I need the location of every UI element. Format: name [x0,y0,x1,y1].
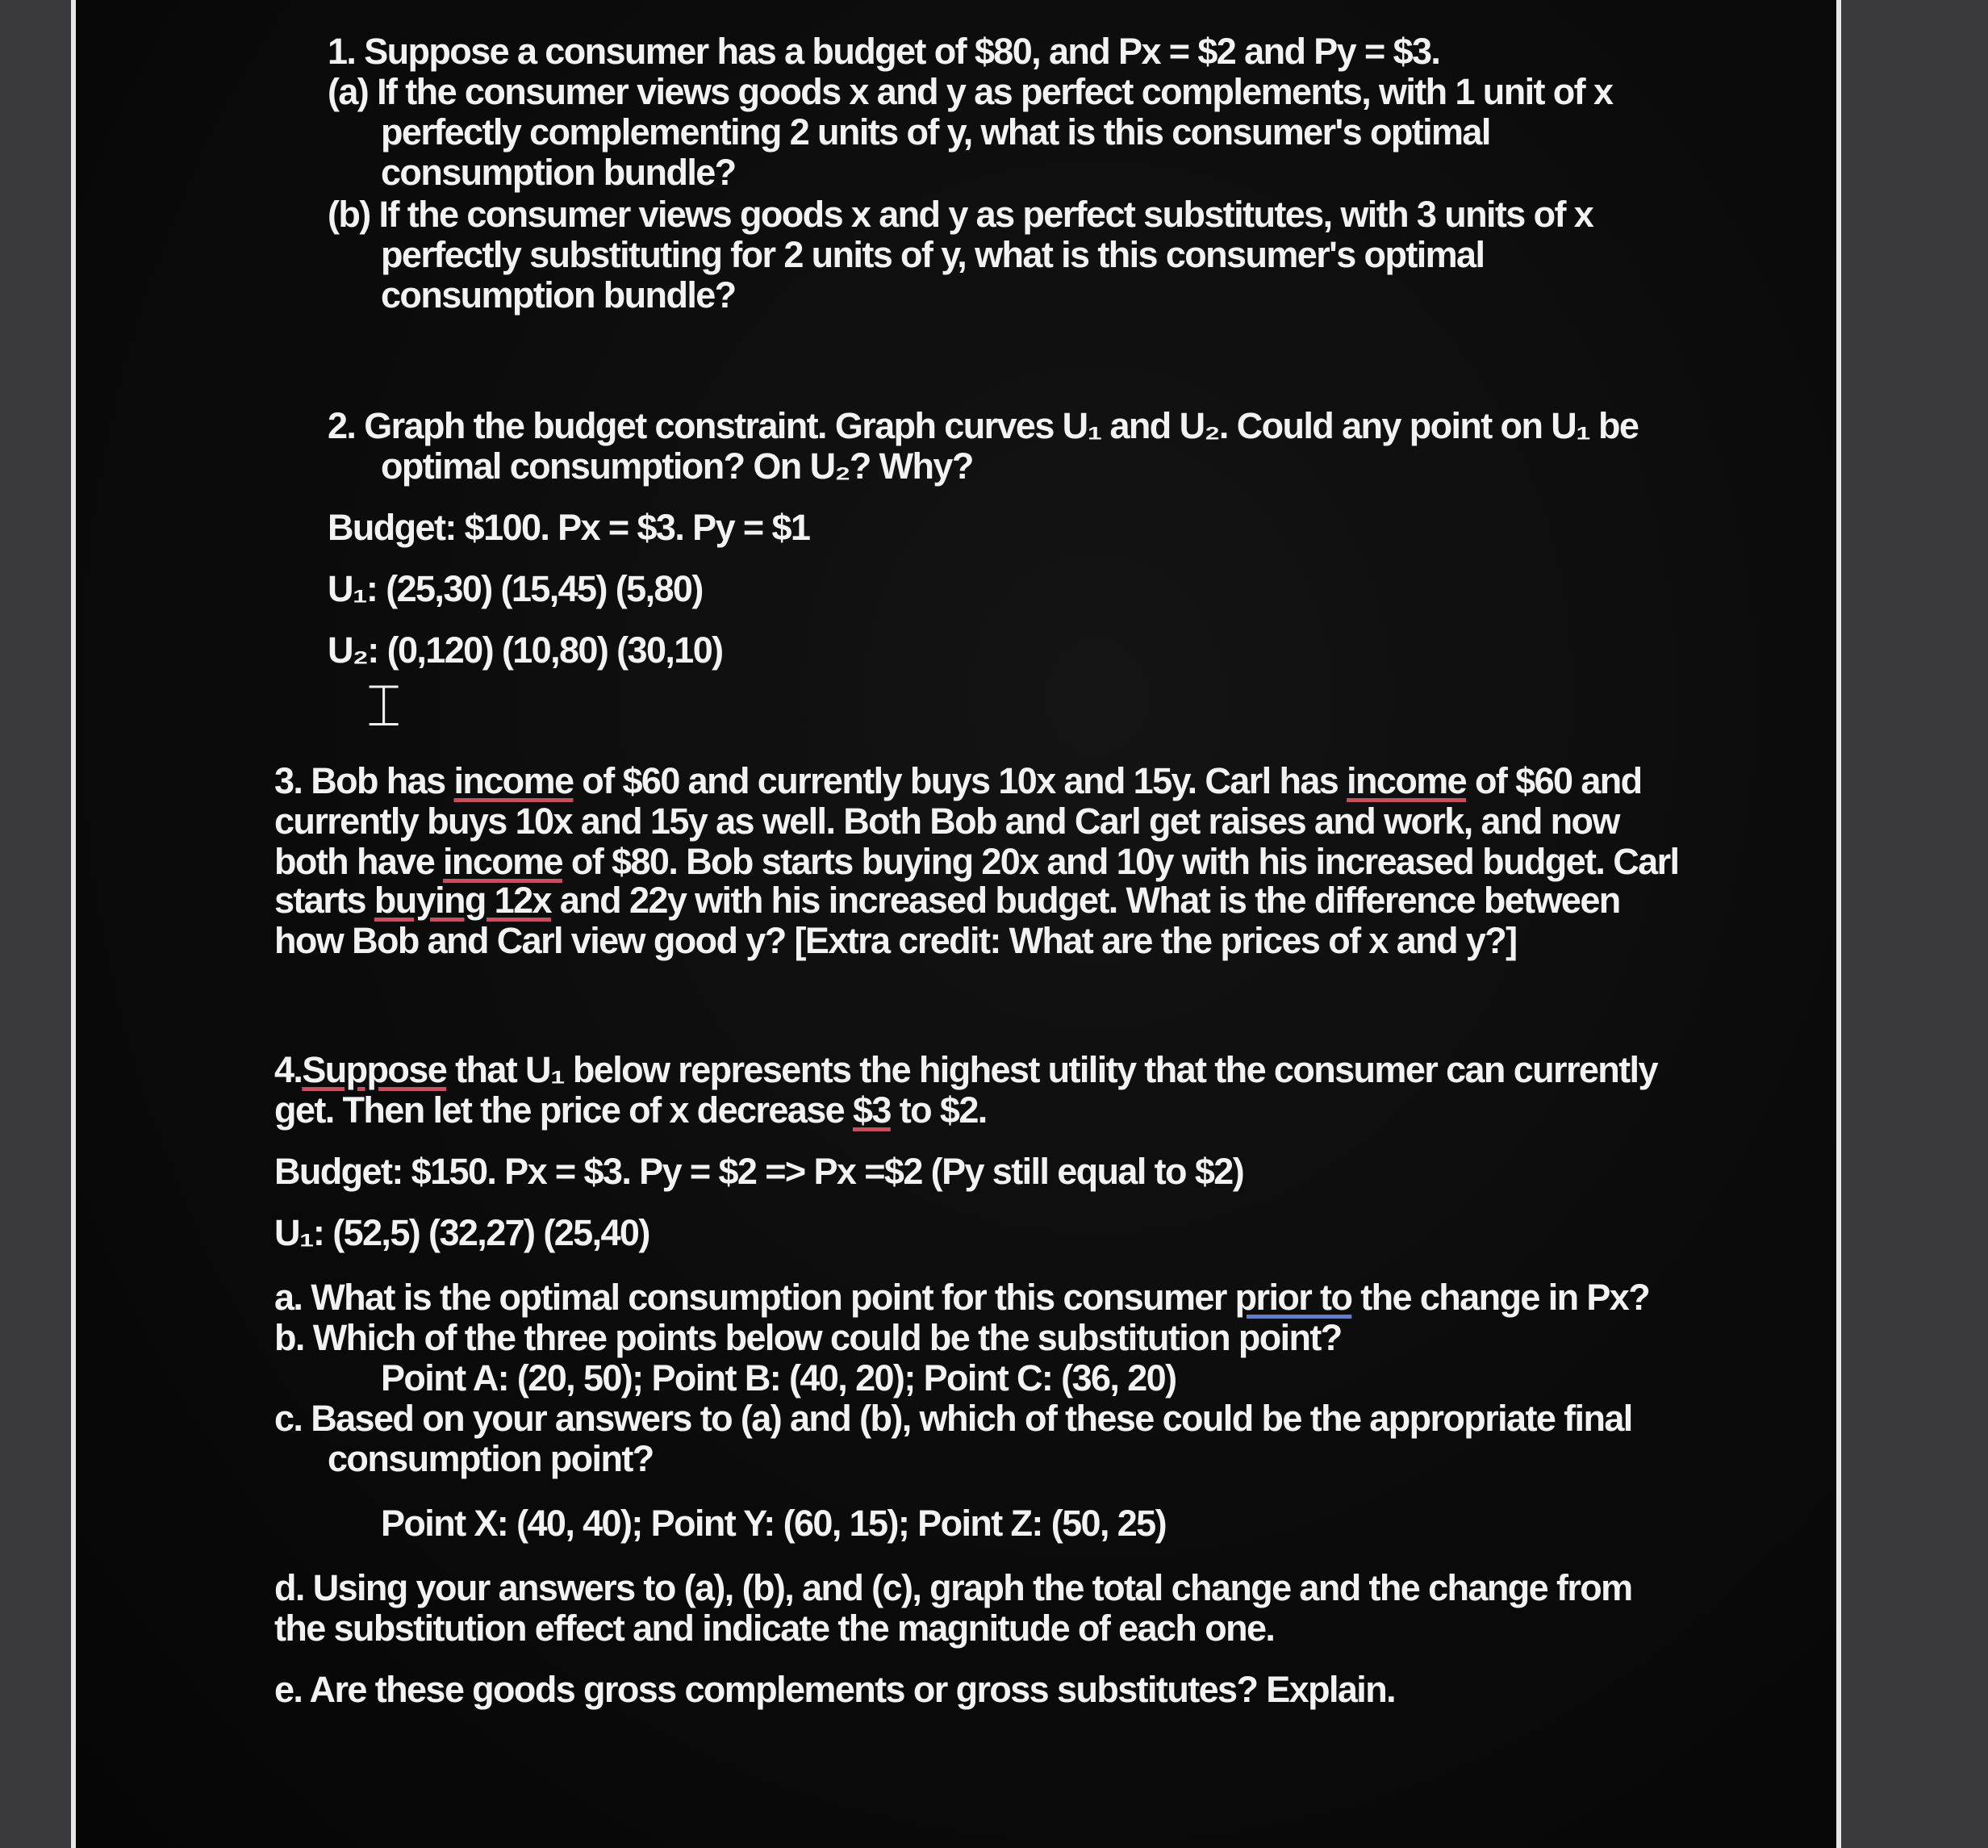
text-cursor-icon: ⌶ [366,674,400,738]
q3-line4 [274,880,1620,921]
q3-line4-text: and 22y with his increased budget. What is the difference between [550,880,1620,921]
q3-line3-text: both have [274,841,444,882]
q4-line2 [274,1089,987,1131]
q3-buying-underlined: buying 12x [374,880,551,921]
q3-line5: how Bob and Carl view good y? [Extra credit: What are the prices of x and y?] [274,920,1517,961]
q4-b: b. Which of the three points below could be the substitution point? [274,1317,1342,1358]
q4-u1: U₁: (52,5) (32,27) (25,40) [274,1212,649,1253]
q1-a-line3: consumption bundle? [381,152,736,193]
q3-line3-text: of $80. Bob starts buying 20x and 10y with his increased budget. Carl [562,841,1679,882]
q4-line1 [274,1049,1657,1090]
q3-line3 [274,841,1678,882]
q4-c-line2: consumption point? [328,1438,654,1479]
q4-e: e. Are these goods gross complements or gross substitutes? Explain. [274,1669,1395,1710]
q1-b-line2: perfectly substituting for 2 units of y, what is this consumer's optimal [381,234,1485,275]
q2-u2: U₂: (0,120) (10,80) (30,10) [328,629,723,671]
q1-a-line2: perfectly complementing 2 units of y, what is this consumer's optimal [381,111,1490,153]
q3-line1 [274,760,1642,801]
q1-stem: 1. Suppose a consumer has a budget of $80, and Px = $2 and Py = $3. [328,31,1440,72]
q1-a-line1: (a) If the consumer views goods x and y as perfect complements, with 1 unit of x [328,71,1613,112]
q4-suppose-underlined: Suppose [302,1049,447,1090]
q4-a-text: a. What is the optimal consumption point for this consumer [274,1277,1235,1318]
q1-b-line3: consumption bundle? [381,274,736,316]
q4-prior-to-underlined: prior to [1234,1277,1352,1318]
q1-b-line1: (b) If the consumer views goods x and y as perfect substitutes, with 3 units of x [328,194,1593,235]
q4-line2-text: get. Then let the price of x decrease [274,1089,853,1131]
q4-b-points: Point A: (20, 50); Point B: (40, 20); Point C: (36, 20) [381,1357,1176,1399]
document-page [71,0,1841,1848]
q3-line4-text: starts [274,880,374,921]
q3-line1-text: of $60 and currently buys 10x and 15y. Carl has [573,760,1347,801]
q4-d-line2: the substitution effect and indicate the magnitude of each one. [274,1608,1275,1649]
q3-line2: currently buys 10x and 15y as well. Both Bob and Carl get raises and work, and now [274,801,1619,842]
q4-c-points: Point X: (40, 40); Point Y: (60, 15); Point Z: (50, 25) [381,1503,1166,1544]
q4-price-underlined: $3 [852,1089,891,1131]
q2-stem-line2: optimal consumption? On U₂? Why? [381,445,973,487]
q4-line1-text: that U₁ below represents the highest utility that the consumer can currently [446,1049,1657,1090]
q4-a [274,1277,1649,1318]
q3-line1-text: 3. Bob has [274,760,454,801]
q2-u1: U₁: (25,30) (15,45) (5,80) [328,568,703,609]
q4-line2-text: to $2. [890,1089,987,1131]
q2-budget: Budget: $100. Px = $3. Py = $1 [328,507,810,548]
q4-budget: Budget: $150. Px = $3. Py = $2 => Px =$2 (Py still equal to $2) [274,1151,1244,1192]
q2-stem-line1: 2. Graph the budget constraint. Graph curves U₁ and U₂. Could any point on U₁ be [328,405,1639,446]
q3-income-underlined: income [453,760,574,801]
q3-income-underlined: income [443,841,562,882]
q4-number: 4. [274,1049,303,1090]
q4-c-line1: c. Based on your answers to (a) and (b), which of these could be the appropriate final [274,1398,1632,1439]
q4-a-text: the change in Px? [1351,1277,1650,1318]
q3-income-underlined: income [1347,760,1467,801]
q3-line1-text: of $60 and [1466,760,1642,801]
q4-d-line1: d. Using your answers to (a), (b), and (c), graph the total change and the change from [274,1567,1632,1608]
